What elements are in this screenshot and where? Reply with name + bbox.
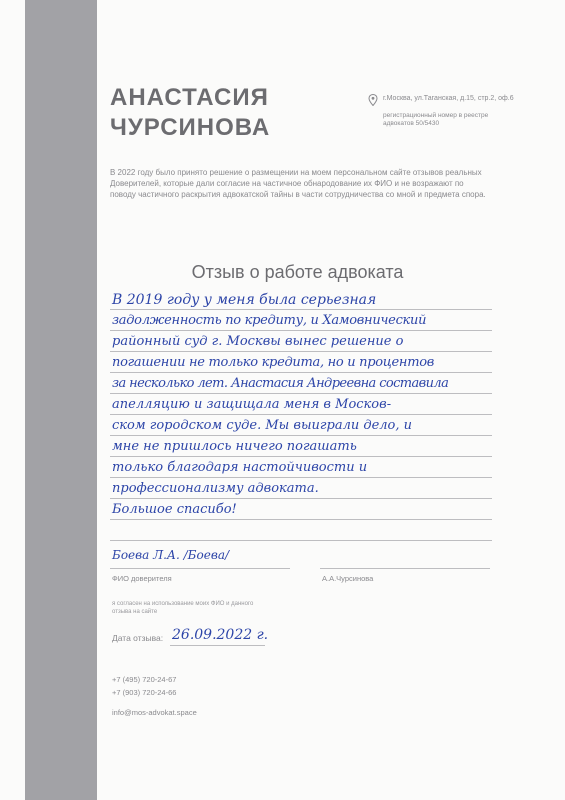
ruled-line bbox=[110, 540, 492, 541]
review-line: погашении не только кредита, но и процентов bbox=[112, 355, 435, 370]
map-pin-icon bbox=[368, 94, 378, 106]
review-line: апелляцию и защищала меня в Москов- bbox=[112, 397, 392, 412]
ruled-line bbox=[110, 309, 492, 310]
lawyer-name-label: А.А.Чурсинова bbox=[322, 574, 374, 583]
ruled-line bbox=[110, 351, 492, 352]
signature-line-lawyer bbox=[320, 568, 490, 569]
review-line: за несколько лет. Анастасия Андреевна составила bbox=[112, 376, 449, 391]
name-line-2: ЧУРСИНОВА bbox=[110, 114, 271, 141]
ruled-line bbox=[110, 456, 492, 457]
lawyer-name bbox=[110, 83, 270, 143]
ruled-line bbox=[110, 393, 492, 394]
registration-number: регистрационный номер в реестре адвокатов 50/5430 bbox=[383, 112, 489, 127]
ruled-line bbox=[110, 498, 492, 499]
consent-note: я согласен на использование моих ФИО и данного отзыва на сайте bbox=[112, 601, 254, 615]
review-line: ском городском суде. Мы выиграли дело, и bbox=[112, 418, 413, 433]
ruled-line bbox=[110, 372, 492, 373]
ruled-line bbox=[110, 477, 492, 478]
client-name-label: ФИО доверителя bbox=[112, 574, 172, 583]
email: info@mos-advokat.space bbox=[112, 708, 197, 717]
ruled-line bbox=[110, 414, 492, 415]
signature-line-client bbox=[110, 568, 290, 569]
ruled-line bbox=[110, 435, 492, 436]
date-line bbox=[170, 645, 265, 646]
date-label: Дата отзыва: bbox=[112, 633, 164, 643]
review-line: профессионализму адвоката. bbox=[112, 481, 319, 496]
phone-2: +7 (903) 720-24-66 bbox=[112, 688, 177, 697]
sidebar-bar bbox=[25, 0, 97, 800]
ruled-line bbox=[110, 330, 492, 331]
review-heading: Отзыв о работе адвоката bbox=[191, 262, 404, 282]
review-line: задолженность по кредиту, и Хамовнический bbox=[112, 313, 427, 328]
client-signature: Боева Л.А. /Боева/ bbox=[112, 548, 230, 562]
review-line: только благодаря настойчивости и bbox=[112, 460, 368, 475]
name-line-1: АНАСТАСИЯ bbox=[110, 84, 269, 111]
review-line: Большое спасибо! bbox=[112, 502, 237, 517]
review-date: 26.09.2022 г. bbox=[172, 627, 269, 643]
office-address: г.Москва, ул.Таганская, д.15, стр.2, оф.6 bbox=[383, 95, 514, 102]
review-line: мне не пришлось ничего погашать bbox=[112, 439, 357, 454]
review-line: В 2019 году у меня была серьезная bbox=[112, 292, 377, 308]
review-line: районный суд г. Москвы вынес решение о bbox=[112, 334, 404, 349]
ruled-line bbox=[110, 519, 492, 520]
intro-text: В 2022 году было принято решение о размещении на моем персональном сайте отзывов реальных Доверителей, которые дали согласие на частичное обнародование их ФИО и не возражают по поводу частичного раскрытия адвокатской тайны в части сотрудничества со мной и предмета спора. bbox=[110, 168, 486, 199]
phone-1: +7 (495) 720-24-67 bbox=[112, 675, 177, 684]
